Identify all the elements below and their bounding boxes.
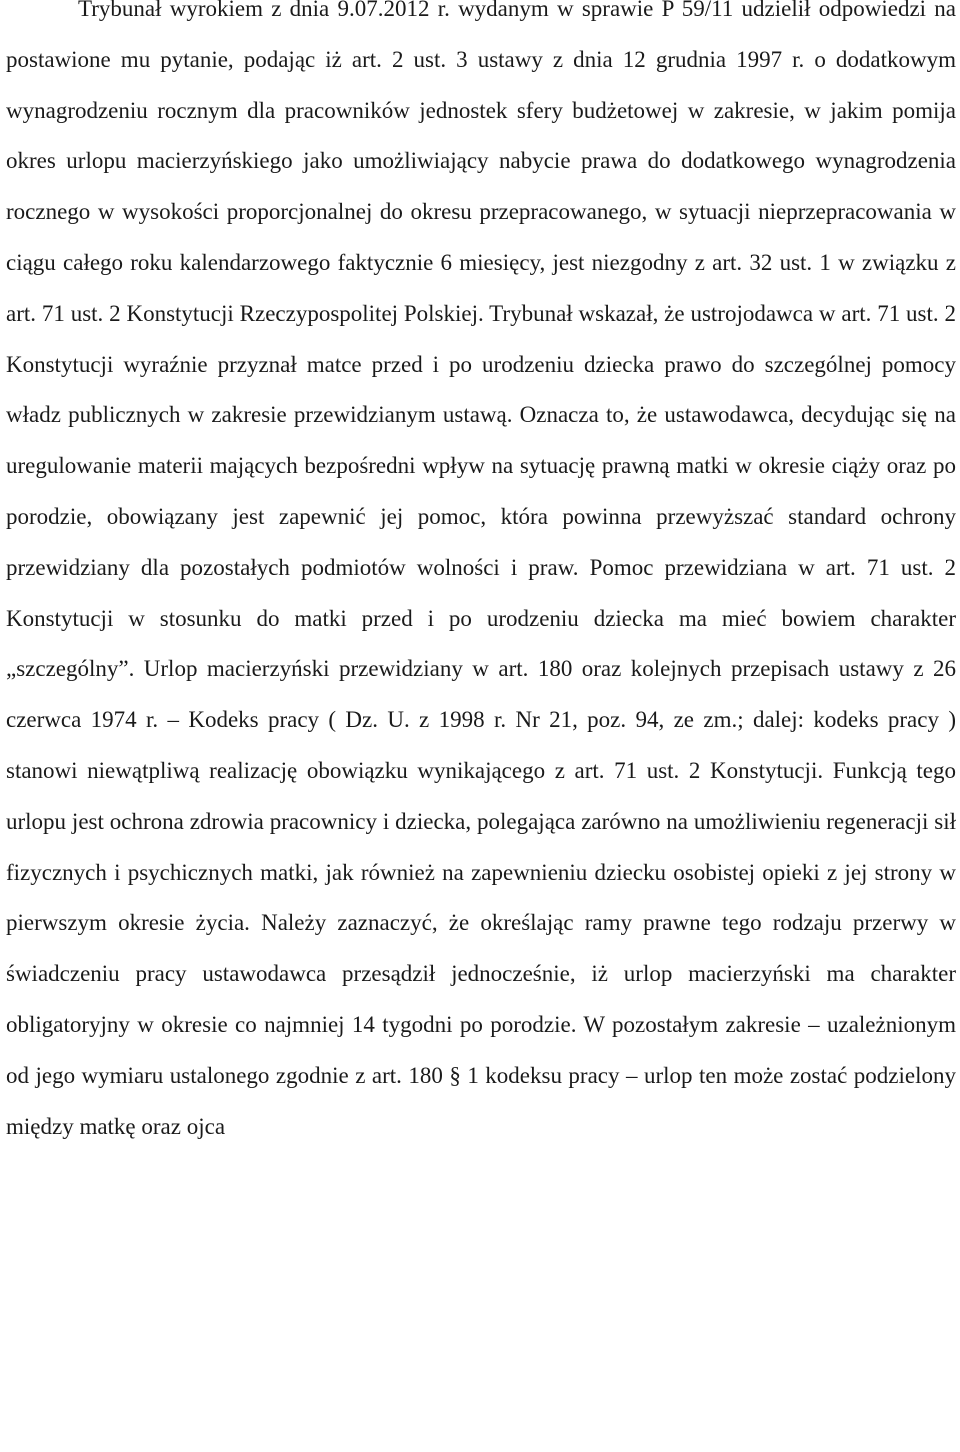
body-paragraph: Trybunał wyrokiem z dnia 9.07.2012 r. wydanym w sprawie P 59/11 udzielił odpowiedzi na postawione mu pytanie, podając iż art. 2 ust. 3 ustawy z dnia 12 grudnia 1997 r. o dodatkowym wynagrodzeniu rocznym dla pracowników jednostek sfery budżetowej w zakresie, w jakim pomija okres urlopu macierzyńskiego jako umożliwiający nabycie prawa do dodatkowego wynagrodzenia rocznego w wysokości proporcjonalnej do okresu przepracowanego, w sytuacji nieprzepracowania w ciągu całego roku kalendarzowego faktycznie 6 miesięcy, jest niezgodny z art. 32 ust. 1 w związku z art. 71 ust. 2 Konstytucji Rzeczypospolitej Polskiej. Trybunał wskazał, że ustrojodawca w art. 71 ust. 2 Konstytucji wyraźnie przyznał matce przed i po urodzeniu dziecka prawo do szczególnej pomocy władz publicznych w zakresie przewidzianym ustawą. Oznacza to, że ustawodawca, decydując się na uregulowanie materii mających bezpośredni wpływ na sytuację prawną matki w okresie ciąży oraz po porodzie, obowiązany jest zapewnić jej pomoc, która powinna przewyższać standard ochrony przewidziany dla pozostałych podmiotów wolności i praw. Pomoc przewidziana w art. 71 ust. 2 Konstytucji w stosunku do matki przed i po urodzeniu dziecka ma mieć bowiem charakter „szczególny”. Urlop macierzyński przewidziany w art. 180 oraz kolejnych przepisach ustawy z 26 czerwca 1974 r. – Kodeks pracy ( Dz. U. z 1998 r. Nr 21, poz. 94, ze zm.; dalej: kodeks pracy ) stanowi niewątpliwą realizację obowiązku wynikającego z art. 71 ust. 2 Konstytucji. Funkcją tego urlopu jest ochrona zdrowia pracownicy i dziecka, polegająca zarówno na umożliwieniu regeneracji sił fizycznych i psychicznych matki, jak również na zapewnieniu dziecku osobistej opieki z jej strony w pierwszym okresie życia. Należy zaznaczyć, że określając ramy prawne tego rodzaju przerwy w świadczeniu pracy ustawodawca przesądził jednocześnie, iż urlop macierzyński ma charakter obligatoryjny w okresie co najmniej 14 tygodni po porodzie. W pozostałym zakresie – uzależnionym od jego wymiaru ustalonego zgodnie z art. 180 § 1 kodeksu pracy – urlop ten może zostać podzielony między matkę oraz ojca xyxy=(6,0,956,1139)
